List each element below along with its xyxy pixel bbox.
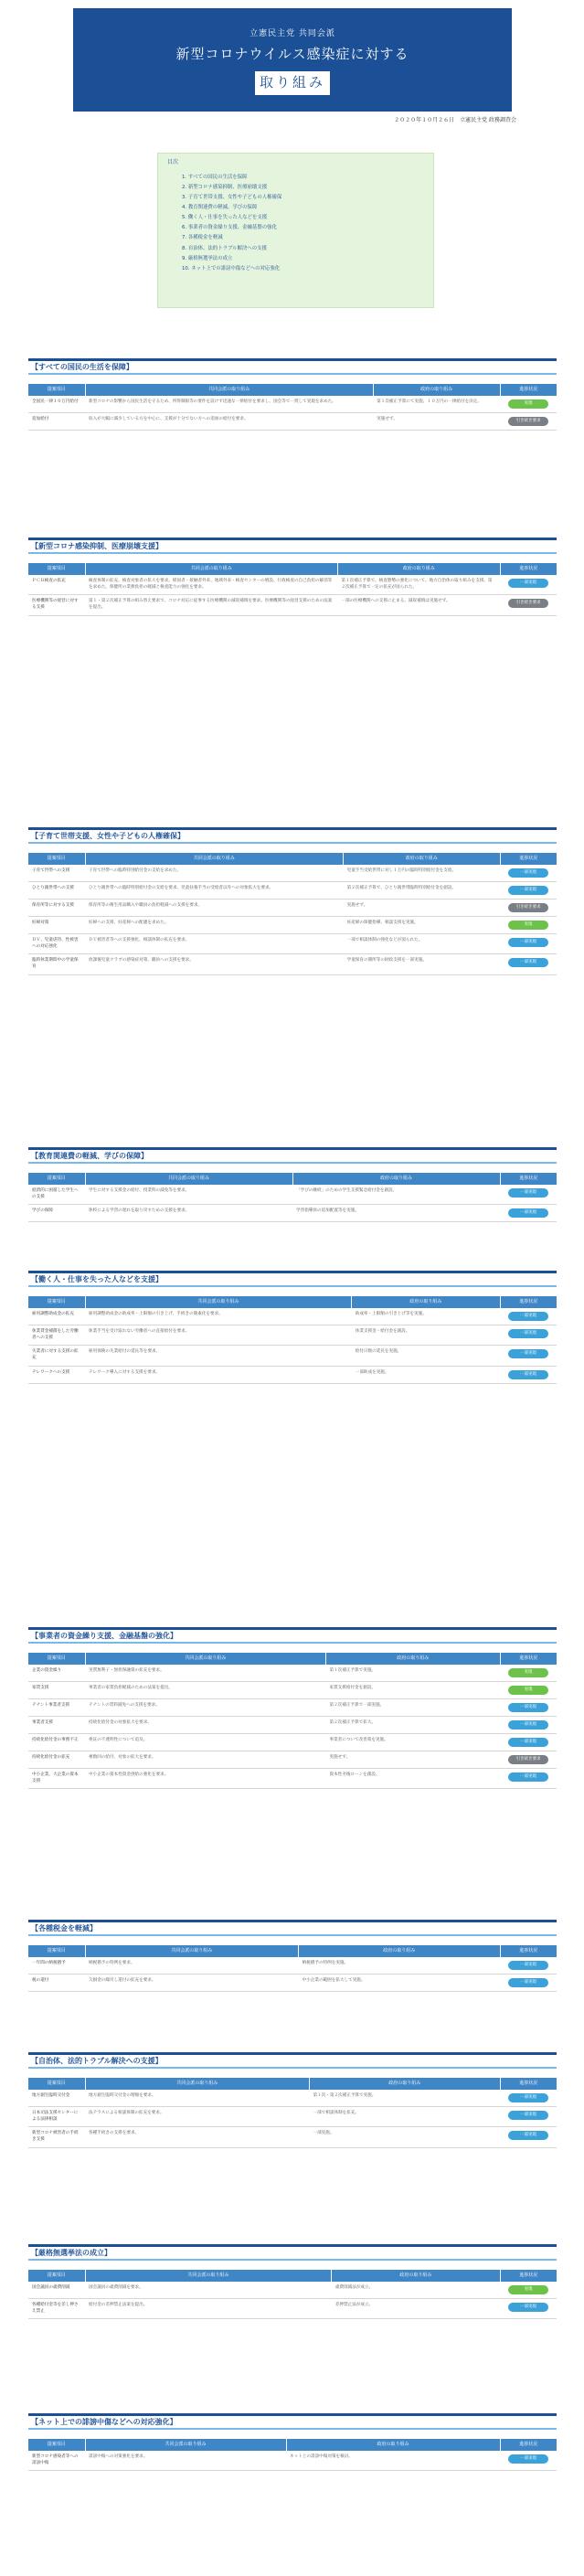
progress-cell [500, 396, 557, 413]
government-efforts: 実施せず。 [344, 899, 500, 917]
government-efforts: 歳費削減法が成立。 [332, 2282, 500, 2299]
table-header: 提案項目 [28, 1296, 85, 1308]
proposal-item: テナント事業者支援 [28, 1699, 85, 1717]
status-badge: 一部実現 [508, 1188, 548, 1198]
our-efforts: ＤＶ被害者等への支援強化、相談体制の拡充を要求。 [85, 934, 344, 954]
status-badge: 一部実現 [508, 1961, 548, 1970]
proposal-item: ＤＶ、児童虐待、性被害への対応強化 [28, 934, 85, 954]
proposal-item: 医療機関等の経営に対する支援 [28, 595, 85, 615]
government-efforts: 第２次補正予算で、ひとり親世帯臨時特別給付金を創設。 [344, 882, 500, 899]
government-efforts: 第１次・第２次補正予算で実施。 [309, 2090, 500, 2107]
progress-cell [500, 2107, 557, 2127]
our-efforts: 学生に対する支援金の給付、授業料の減免等を要求。 [85, 1185, 292, 1205]
government-efforts: 休業支援金・給付金を創設。 [352, 1325, 500, 1346]
status-badge: 一部実現 [508, 938, 548, 947]
proposal-item: 持続化給付金の拡充 [28, 1751, 85, 1769]
toc-item[interactable]: 2. 新型コロナ感染抑制、医療崩壊支援 [182, 184, 268, 190]
table-row [28, 595, 557, 615]
government-efforts: 「学びの継続」のための学生支援緊急給付金を創設。 [292, 1185, 500, 1205]
section-title: 【厳格無選挙法の成立】 [28, 2244, 557, 2261]
progress-cell [500, 1717, 557, 1734]
our-efforts: 欠損金の繰戻し還付の拡充を要求。 [85, 1975, 299, 1992]
progress-cell [500, 1699, 557, 1717]
section-title: 【事業者の資金繰り支援、金融基盤の強化】 [28, 1627, 557, 1644]
section-title: 【すべての国民の生活を保障】 [28, 358, 557, 375]
table-header: 進捗状況 [500, 1945, 557, 1957]
status-badge: 一部実現 [508, 2131, 548, 2140]
table-row [28, 1957, 557, 1975]
section [28, 827, 557, 975]
section [28, 2052, 557, 2148]
progress-cell [500, 575, 557, 595]
section-title: 【自治体、法的トラブル解決への支援】 [28, 2052, 557, 2069]
proposal-item: 地方創生臨時交付金 [28, 2090, 85, 2107]
proposal-item: 子育て世帯への支援 [28, 865, 85, 882]
government-efforts: 一部助成を実施。 [352, 1366, 500, 1383]
our-efforts: 実質無利子・無担保融資の拡充を要求。 [85, 1665, 325, 1682]
government-efforts: 妊産婦の保健指導、相談支援を実施。 [344, 917, 500, 934]
government-efforts: 一部で相談体制の強化などが図られた。 [344, 934, 500, 954]
government-efforts: 納税猶予の特例を実施。 [299, 1957, 500, 1975]
table-row [28, 1682, 557, 1699]
status-badge: 一部実現 [508, 1370, 548, 1379]
government-efforts: 一部実施。 [309, 2127, 500, 2147]
status-badge: 一部実現 [508, 1703, 548, 1712]
government-efforts: 事業者について改善策を実施。 [325, 1734, 500, 1751]
section-title: 【子育て世帯支援、女性や子どもの人権確保】 [28, 827, 557, 844]
section [28, 358, 557, 431]
government-efforts: 一部で相談体制を拡充。 [309, 2107, 500, 2127]
toc-item[interactable]: 10. ネット上での誹謗中傷などへの対応強化 [182, 265, 281, 271]
table-header: 政府の取り組み [337, 563, 500, 575]
government-efforts: 家賃支援給付金を創設。 [325, 1682, 500, 1699]
section [28, 1147, 557, 1222]
progress-cell [500, 1205, 557, 1222]
progress-cell [500, 934, 557, 954]
proposal-item: 事業者支援 [28, 1717, 85, 1734]
proposal-item: 追加給付 [28, 413, 85, 431]
our-efforts: 検査体制の拡充、検査対象者の拡大を要求。帰国者・接触者外来、地域外来・検査センターの増設、行政検査の自己負担の解消等を求めた。保健所の業務負担の軽減と検査能力の強化を要求。 [85, 575, 337, 595]
table-row [28, 954, 557, 974]
page-subtitle: 取り組み [255, 71, 330, 95]
date-line: ２０２０年１０月２６日 立憲民主党 政務調査会 [394, 117, 516, 123]
progress-cell [500, 1957, 557, 1975]
table-row [28, 575, 557, 595]
table-row [28, 1769, 557, 1789]
proposal-item: 新型コロナ感染者等への誹謗中傷 [28, 2451, 85, 2471]
government-efforts: 児童手当受給世帯に対し１万円の臨時特別給付金を支給。 [344, 865, 500, 882]
government-efforts: 資本性劣後ローンを創設。 [325, 1769, 500, 1789]
progress-cell [500, 1734, 557, 1751]
status-badge: 一部実現 [508, 1978, 548, 1987]
progress-cell [500, 1325, 557, 1346]
table-header: 共同会派の取り組み [85, 1173, 292, 1185]
section [28, 538, 557, 616]
our-efforts: ひとり親世帯への臨時特別給付金の支給を要求。児童扶養手当の受給者以外への対象拡大を要求。 [85, 882, 344, 899]
table-header: 政府の取り組み [292, 1173, 500, 1185]
table-header: 提案項目 [28, 1945, 85, 1957]
status-badge: 一部実現 [508, 2303, 548, 2312]
status-badge: 一部実現 [508, 886, 548, 895]
section-title: 【ネット上での誹謗中傷などへの対応強化】 [28, 2413, 557, 2430]
table-row [28, 396, 557, 413]
our-efforts: 休校による学習の遅れを取り戻すための支援を要求。 [85, 1205, 292, 1222]
table-row [28, 865, 557, 882]
table-row [28, 1717, 557, 1734]
progress-cell [500, 1308, 557, 1325]
table-header: 政府の取り組み [286, 2439, 500, 2451]
our-efforts: 地方創生臨時交付金の増額を要求。 [85, 2090, 309, 2107]
toc-item[interactable]: 1. すべての国民の生活を保障 [182, 174, 248, 180]
progress-cell [500, 899, 557, 917]
table-header: 進捗状況 [500, 2270, 557, 2282]
table-header: 提案項目 [28, 1653, 85, 1665]
our-efforts: 雇用調整助成金の助成率・上限額の引き上げ、手続きの簡素化を要求。 [85, 1308, 352, 1325]
our-efforts: 給付金の差押禁止法案を提出。 [85, 2299, 332, 2319]
proposal-item: 妊婦対策 [28, 917, 85, 934]
government-efforts: 第１次補正予算で実施。 [325, 1665, 500, 1682]
table-row [28, 1751, 557, 1769]
our-efforts: テナントの賃料減免への支援を要求。 [85, 1699, 325, 1717]
government-efforts: 給付日数の延長を実施。 [352, 1346, 500, 1366]
table-header: 政府の取り組み [325, 1653, 500, 1665]
proposal-table [28, 2270, 557, 2319]
progress-cell [500, 2090, 557, 2107]
progress-cell [500, 595, 557, 615]
status-badge: 一部実現 [508, 958, 548, 967]
table-row [28, 2127, 557, 2147]
table-header: 提案項目 [28, 2078, 85, 2090]
progress-cell [500, 1665, 557, 1682]
table-header: 共同会派の取り組み [85, 2270, 332, 2282]
government-efforts: 差押禁止法が成立。 [332, 2299, 500, 2319]
section [28, 1920, 557, 1992]
table-row [28, 1366, 557, 1383]
status-badge: 一部実現 [508, 1329, 548, 1338]
section-title: 【働く人・仕事を失った人などを支援】 [28, 1271, 557, 1287]
progress-cell [500, 2282, 557, 2299]
government-efforts: 第２次補正予算で拡大。 [325, 1717, 500, 1734]
progress-cell [500, 413, 557, 431]
party-name: 立憲民主党 共同会派 [250, 29, 335, 38]
government-efforts: 実施せず。 [325, 1751, 500, 1769]
proposal-table [28, 2439, 557, 2471]
progress-cell [500, 2451, 557, 2471]
government-efforts: 中小企業の範囲を拡大して実施。 [299, 1975, 500, 1992]
government-efforts: ネット上の誹謗中傷対策を検討。 [286, 2451, 500, 2471]
status-badge: 一部実現 [508, 2454, 548, 2464]
proposal-table [28, 384, 557, 431]
table-header: 進捗状況 [500, 384, 557, 396]
section-title: 【新型コロナ感染抑制、医療崩壊支援】 [28, 538, 557, 554]
status-badge: 一部実現 [508, 868, 548, 878]
table-header: 進捗状況 [500, 2078, 557, 2090]
proposal-table [28, 1945, 557, 1992]
progress-cell [500, 1682, 557, 1699]
status-badge: 一部実現 [508, 579, 548, 588]
our-efforts: 複数回の給付、対象の拡大を要求。 [85, 1751, 325, 1769]
progress-cell [500, 865, 557, 882]
page-title: 新型コロナウイルス感染症に対する [175, 46, 409, 62]
progress-cell [500, 917, 557, 934]
table-header: 共同会派の取り組み [85, 853, 344, 865]
proposal-item: ひとり親世帯への支援 [28, 882, 85, 899]
our-efforts: 第１・第２次補正予算の組み替え要求で、コロナ対応に従事する医療機関の減収補填を要求。医療機関等の経営支援のための法案を提出。 [85, 595, 337, 615]
table-of-contents [157, 153, 434, 308]
our-efforts: テレワーク導入に対する支援を要求。 [85, 1366, 352, 1383]
our-efforts: 新型コロナの影響から国民生活を守るため、所得制限等の要件を設けず迅速な一律給付を要求し、国会等で一貫して実現を求めた。 [85, 396, 373, 413]
our-efforts: 国会議員の歳費削減を要求。 [85, 2282, 332, 2299]
status-badge: 実現 [508, 2285, 548, 2294]
table-row [28, 1325, 557, 1346]
progress-cell [500, 954, 557, 974]
our-efforts: 休業手当を受け取れない労働者への直接給付を要求。 [85, 1325, 352, 1346]
table-header: 提案項目 [28, 2439, 85, 2451]
proposal-table [28, 2078, 557, 2148]
status-badge: 引き続き要求 [508, 903, 548, 912]
table-header: 進捗状況 [500, 1296, 557, 1308]
proposal-item: 税の還付 [28, 1975, 85, 1992]
proposal-table [28, 1296, 557, 1384]
table-header: 進捗状況 [500, 2439, 557, 2451]
table-row [28, 1346, 557, 1366]
our-efforts: 放課後児童クラブの感染症対策、職員への支援を要求。 [85, 954, 344, 974]
table-row [28, 2299, 557, 2319]
government-efforts: 助成率・上限額の引き上げ等を実施。 [352, 1308, 500, 1325]
section [28, 1271, 557, 1384]
status-badge: 実現 [508, 399, 548, 409]
toc-item[interactable]: 6. 事業者の資金繰り支援、金融基盤の強化 [182, 225, 277, 231]
proposal-item: 休業賃金補償をした労働者への支援 [28, 1325, 85, 1346]
status-badge: 一部実現 [508, 1720, 548, 1730]
progress-cell [500, 1975, 557, 1992]
our-efforts: 各種手続きの支援を要求。 [85, 2127, 309, 2147]
our-efforts: 子育て世帯への臨時特別給付金の支給を求めた。 [85, 865, 344, 882]
table-header: 提案項目 [28, 384, 85, 396]
table-header: 政府の取り組み [299, 1945, 500, 1957]
table-header: 政府の取り組み [332, 2270, 500, 2282]
table-row [28, 917, 557, 934]
table-header: 政府の取り組み [373, 384, 500, 396]
status-badge: 実現 [508, 921, 548, 930]
table-row [28, 1734, 557, 1751]
table-header: 共同会派の取り組み [85, 2078, 309, 2090]
proposal-item: 全国民一律１０万円給付 [28, 396, 85, 413]
table-row [28, 1205, 557, 1222]
proposal-item: 中小企業、大企業の資本支援 [28, 1769, 85, 1789]
proposal-item: 持続化給付金の事務不正 [28, 1734, 85, 1751]
section-title: 【各種税金を軽減】 [28, 1920, 557, 1936]
status-badge: 実現 [508, 1686, 548, 1695]
status-badge: 一部実現 [508, 2111, 548, 2120]
proposal-item: 臨時休業期間中の学童保育 [28, 954, 85, 974]
our-efforts: 妊婦への支援、妊産婦への配慮を求めた。 [85, 917, 344, 934]
status-badge: 一部実現 [508, 1208, 548, 1218]
government-efforts: 学習指導員の追加配置等を実施。 [292, 1205, 500, 1222]
proposal-item: 家賃支援 [28, 1682, 85, 1699]
proposal-table [28, 1653, 557, 1789]
table-row [28, 1185, 557, 1205]
table-header: 共同会派の取り組み [85, 1653, 325, 1665]
proposal-item: 経済的に困窮した学生への支援 [28, 1185, 85, 1205]
our-efforts: 持続化給付金の対象拡大を要求。 [85, 1717, 325, 1734]
table-header: 提案項目 [28, 563, 85, 575]
status-badge: 一部実現 [508, 1349, 548, 1358]
table-row [28, 1699, 557, 1717]
government-efforts: 第１次補正予算で、検査態勢の強化について、地方自治体の取り組みを支援。第２次補正予算で一定の拡充が図られた。 [337, 575, 500, 595]
page-header [73, 8, 512, 112]
proposal-item: 国会議員の歳費削減 [28, 2282, 85, 2299]
our-efforts: 納税猶予の特例を要求。 [85, 1957, 299, 1975]
table-header: 進捗状況 [500, 1653, 557, 1665]
our-efforts: 委託の不透明性について追及。 [85, 1734, 325, 1751]
table-header: 進捗状況 [500, 1173, 557, 1185]
proposal-item: 失業者に対する支援の拡充 [28, 1346, 85, 1366]
table-header: 提案項目 [28, 2270, 85, 2282]
status-badge: 引き続き要求 [508, 417, 548, 426]
toc-item[interactable]: 4. 教育関連費の軽減、学びの保障 [182, 205, 258, 211]
proposal-table [28, 1173, 557, 1222]
table-row [28, 1308, 557, 1325]
progress-cell [500, 1346, 557, 1366]
table-row [28, 413, 557, 431]
table-header: 共同会派の取り組み [85, 2439, 286, 2451]
table-row [28, 1975, 557, 1992]
proposal-item: 保育所等に対する支援 [28, 899, 85, 917]
government-efforts: 第２次補正予算で一部実施。 [325, 1699, 500, 1717]
table-header: 提案項目 [28, 1173, 85, 1185]
progress-cell [500, 1751, 557, 1769]
toc-list [182, 175, 424, 273]
government-efforts: 第１次補正予算にて実施、１０万円の一律給付を決定。 [373, 396, 500, 413]
section [28, 2244, 557, 2319]
section [28, 1627, 557, 1789]
table-header: 共同会派の取り組み [85, 563, 337, 575]
progress-cell [500, 2127, 557, 2147]
proposal-item: 新型コロナ被害者の手続き支援 [28, 2127, 85, 2147]
section-title: 【教育関連費の軽減、学びの保障】 [28, 1147, 557, 1164]
status-badge: 一部実現 [508, 1312, 548, 1321]
table-header: 進捗状況 [500, 853, 557, 865]
proposal-item: 各種給付金等を差し押さえ禁止 [28, 2299, 85, 2319]
our-efforts: 保育所等の衛生用品購入や職員の負担軽減への支援を要求。 [85, 899, 344, 917]
toc-item[interactable]: 3. 子育て世帯支援、女性や子どもの人権確保 [182, 194, 282, 200]
progress-cell [500, 2299, 557, 2319]
progress-cell [500, 1769, 557, 1789]
our-efforts: 収入が大幅に減少している方を中心に、支援が十分でない方への追加の給付を要求。 [85, 413, 373, 431]
proposal-item: 学びの保障 [28, 1205, 85, 1222]
table-header: 共同会派の取り組み [85, 1296, 352, 1308]
proposal-item: 雇用調整助成金の拡充 [28, 1308, 85, 1325]
toc-title: 目次 [167, 159, 179, 165]
proposal-item: テレワークへの支援 [28, 1366, 85, 1383]
toc-item[interactable]: 8. 自治体、法的トラブル解決への支援 [182, 245, 267, 251]
status-badge: 一部実現 [508, 2093, 548, 2102]
status-badge: 引き続き要求 [508, 1755, 548, 1764]
toc-item[interactable]: 7. 各種税金を軽減 [182, 235, 223, 241]
table-header: 政府の取り組み [344, 853, 500, 865]
table-row [28, 2090, 557, 2107]
proposal-item: 一年間の納税猶予 [28, 1957, 85, 1975]
table-header: 共同会派の取り組み [85, 384, 373, 396]
government-efforts: 実施せず。 [373, 413, 500, 431]
our-efforts: 誹謗中傷への対策強化を要求。 [85, 2451, 286, 2471]
progress-cell [500, 1366, 557, 1383]
status-badge: 引き続き要求 [508, 599, 548, 608]
government-efforts: 一部の医療機関への支援に止まる。減収補填は実施せず。 [337, 595, 500, 615]
proposal-table [28, 563, 557, 616]
proposal-table [28, 853, 557, 975]
status-badge: 実現 [508, 1668, 548, 1677]
table-header: 政府の取り組み [352, 1296, 500, 1308]
our-efforts: 事業者の家賃負担軽減のための法案を提出。 [85, 1682, 325, 1699]
table-row [28, 2282, 557, 2299]
table-row [28, 1665, 557, 1682]
progress-cell [500, 882, 557, 899]
proposal-item: 日本司法支援センターによる法律相談 [28, 2107, 85, 2127]
status-badge: 一部実現 [508, 1772, 548, 1782]
table-row [28, 2107, 557, 2127]
table-row [28, 899, 557, 917]
status-badge: 一部実現 [508, 1738, 548, 1747]
proposal-item: ＰＣＲ検査の拡充 [28, 575, 85, 595]
table-header: 政府の取り組み [309, 2078, 500, 2090]
table-row [28, 882, 557, 899]
our-efforts: 雇用保険の失業給付の延長等を要求。 [85, 1346, 352, 1366]
our-efforts: 法テラスによる相談体制の拡充を要求。 [85, 2107, 309, 2127]
progress-cell [500, 1185, 557, 1205]
toc-item[interactable]: 9. 厳格無選挙法の成立 [182, 255, 233, 261]
section [28, 2413, 557, 2471]
table-header: 提案項目 [28, 853, 85, 865]
proposal-item: 企業の資金繰り [28, 1665, 85, 1682]
table-row [28, 2451, 557, 2471]
table-row [28, 934, 557, 954]
government-efforts: 学童保育の開所等の財政支援を一部実施。 [344, 954, 500, 974]
table-header: 進捗状況 [500, 563, 557, 575]
our-efforts: 中小企業の資本性資金供給の強化を要求。 [85, 1769, 325, 1789]
table-header: 共同会派の取り組み [85, 1945, 299, 1957]
toc-item[interactable]: 5. 働く人・仕事を失った人などを支援 [182, 215, 268, 221]
